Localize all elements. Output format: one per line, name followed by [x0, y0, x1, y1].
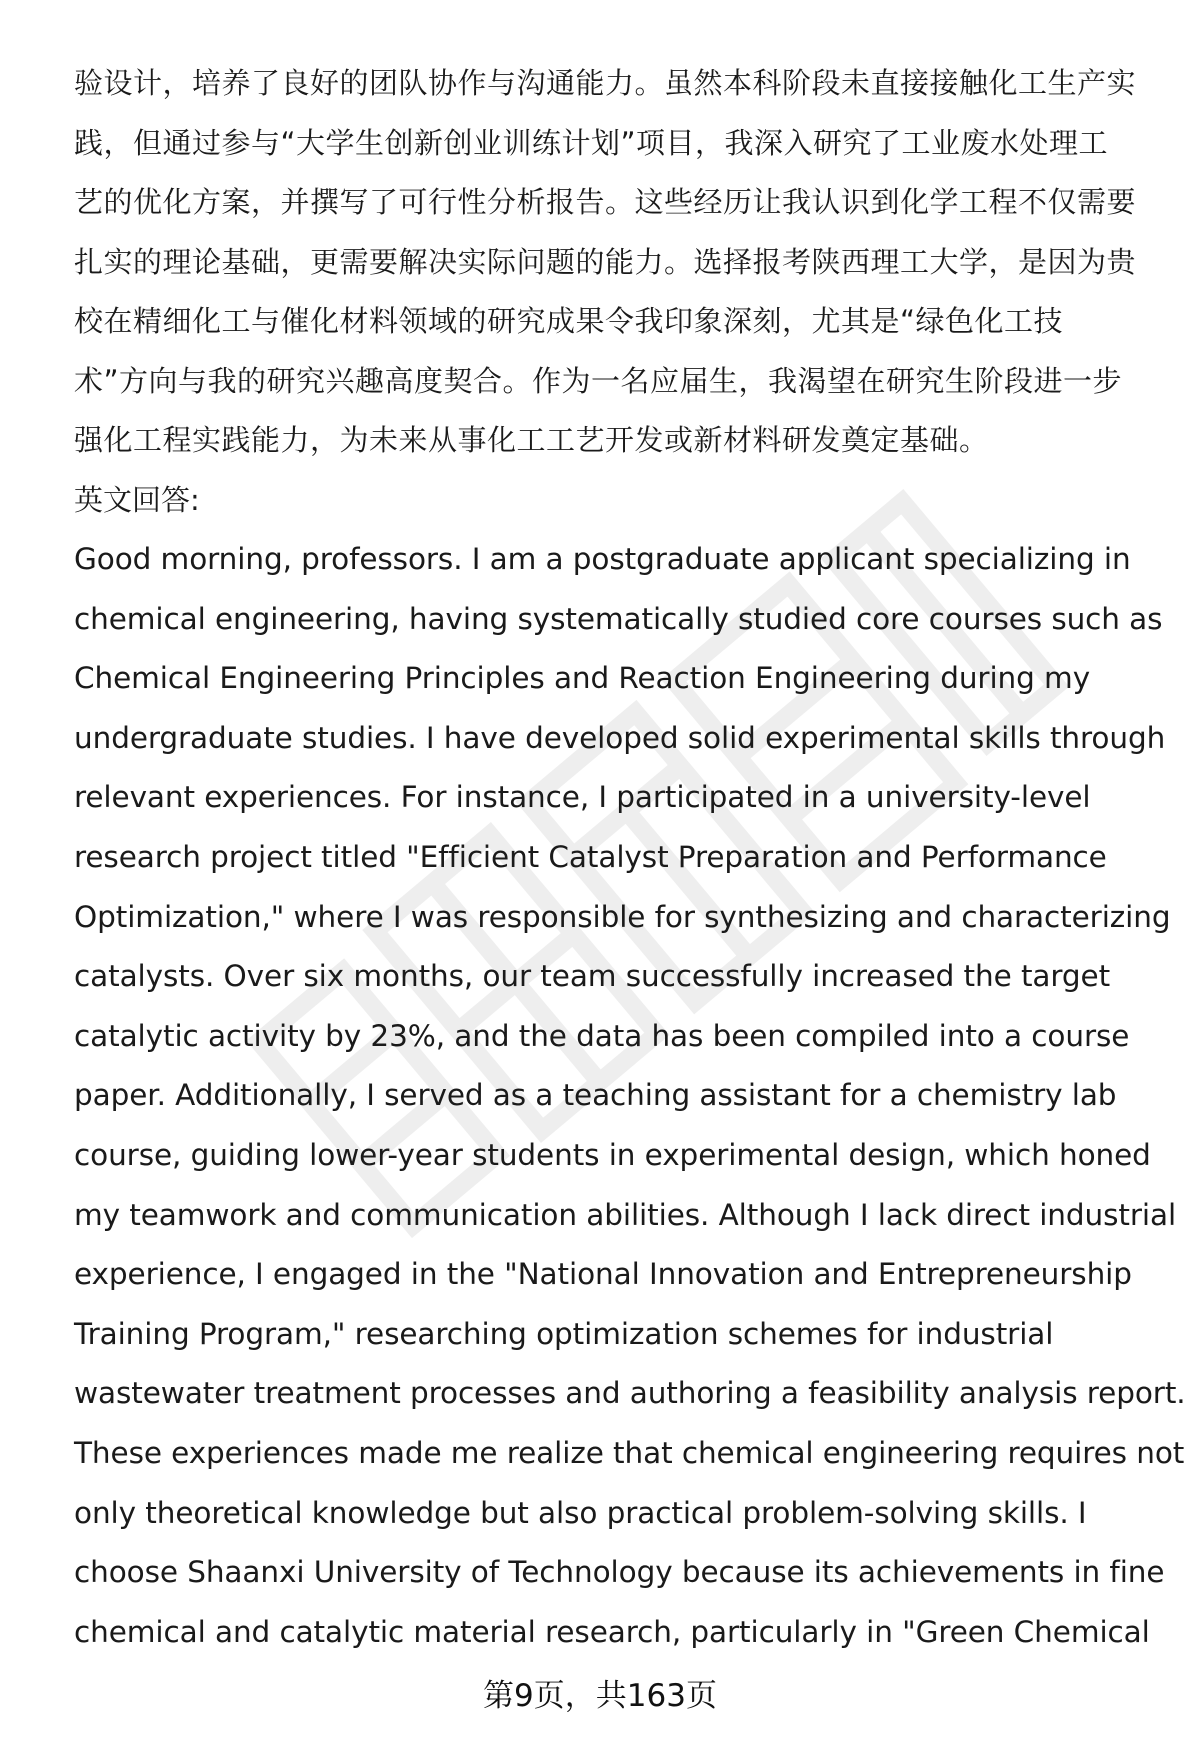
- text-line: research project titled "Efficient Catalyst Preparation and Performance: [74, 839, 1107, 874]
- chinese-answer-paragraph: [74, 54, 1154, 471]
- text-line: course, guiding lower-year students in experimental design, which honed: [74, 1137, 1151, 1172]
- text-line: my teamwork and communication abilities. Although I lack direct industrial: [74, 1197, 1177, 1232]
- text-line: catalysts. Over six months, our team successfully increased the target: [74, 959, 1111, 994]
- text-line: 践，但通过参与“大学生创新创业训练计划”项目，我深入研究了工业废水处理工: [74, 125, 1109, 160]
- text-line: relevant experiences. For instance, I participated in a university-level: [74, 780, 1091, 815]
- text-line: 术”方向与我的研究兴趣高度契合。作为一名应届生，我渴望在研究生阶段进一步: [74, 363, 1123, 398]
- english-answer-paragraph: [74, 530, 1186, 1662]
- text-line: catalytic activity by 23%, and the data has been compiled into a course: [74, 1018, 1130, 1053]
- text-line: Chemical Engineering Principles and Reaction Engineering during my: [74, 661, 1091, 696]
- text-line: choose Shaanxi University of Technology because its achievements in fine: [74, 1555, 1165, 1590]
- text-line: chemical engineering, having systematically studied core courses such as: [74, 601, 1163, 636]
- text-line: 扎实的理论基础，更需要解决实际问题的能力。选择报考陕西理工大学，是因为贵: [74, 244, 1137, 279]
- text-line: Good morning, professors. I am a postgraduate applicant specializing in: [74, 542, 1131, 576]
- text-line: experience, I engaged in the "National Innovation and Entrepreneurship: [74, 1257, 1132, 1292]
- english-answer-label: 英文回答:: [74, 482, 200, 517]
- text-line: 强化工程实践能力，为未来从事化工工艺开发或新材料研发奠定基础。: [74, 423, 989, 457]
- text-line: chemical and catalytic material research, particularly in "Green Chemical: [74, 1614, 1150, 1649]
- text-line: only theoretical knowledge but also practical problem-solving skills. I: [74, 1495, 1087, 1530]
- text-line: Optimization," where I was responsible for synthesizing and characterizing: [74, 899, 1171, 934]
- text-line: 校在精细化工与催化材料领域的研究成果令我印象深刻，尤其是“绿色化工技: [74, 304, 1064, 338]
- text-line: undergraduate studies. I have developed solid experimental skills through: [74, 720, 1166, 755]
- text-line: paper. Additionally, I served as a teaching assistant for a chemistry lab: [74, 1078, 1117, 1113]
- text-line: wastewater treatment processes and authoring a feasibility analysis report.: [74, 1376, 1186, 1411]
- page-content: [74, 54, 1186, 1662]
- page-number-footer: 第9页，共163页: [483, 1678, 717, 1714]
- text-line: 验设计，培养了良好的团队协作与沟通能力。虽然本科阶段未直接接触化工生产实: [74, 66, 1137, 100]
- text-line: These experiences made me realize that chemical engineering requires not: [74, 1435, 1185, 1470]
- text-line: Training Program," researching optimization schemes for industrial: [74, 1316, 1054, 1351]
- text-line: 艺的优化方案，并撰写了可行性分析报告。这些经历让我认识到化学工程不仅需要: [74, 185, 1137, 219]
